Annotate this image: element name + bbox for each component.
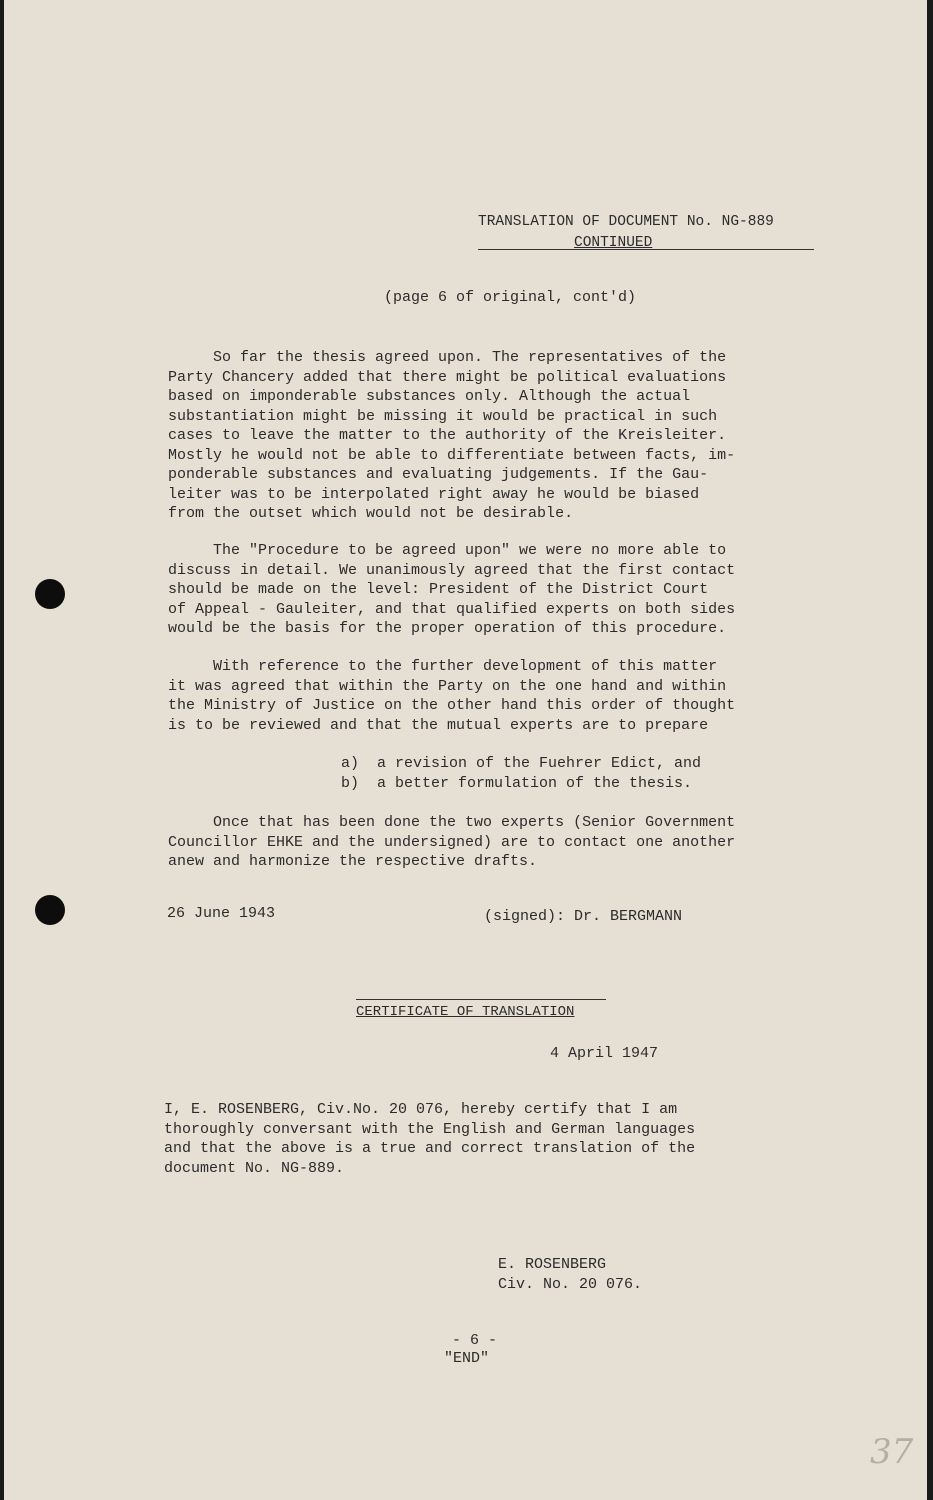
document-header-subtitle: CONTINUED xyxy=(574,235,653,251)
document-page xyxy=(4,0,927,1500)
text-line: discuss in detail. We unanimously agreed that the first contact xyxy=(168,561,736,579)
text-line: from the outset which would not be desirable. xyxy=(168,505,574,522)
text-line: based on imponderable substances only. Although the actual xyxy=(168,388,691,405)
text-line: So far the thesis agreed upon. The representatives of the xyxy=(168,349,727,366)
text-line: it was agreed that within the Party on the one hand and within xyxy=(168,677,727,695)
text-line: thoroughly conversant with the English and German languages xyxy=(164,1120,696,1138)
handwritten-page-mark: 37 xyxy=(870,1432,914,1472)
signature-date: 26 June 1943 xyxy=(167,905,276,922)
punch-hole-bottom xyxy=(35,895,65,925)
text-line: Mostly he would not be able to differentiate between facts, im- xyxy=(168,446,736,464)
text-line: With reference to the further development of this matter xyxy=(168,658,718,675)
signer-name: E. ROSENBERG xyxy=(498,1256,607,1273)
text-line: document No. NG-889. xyxy=(164,1159,345,1177)
certificate-title: CERTIFICATE OF TRANSLATION xyxy=(356,1004,575,1020)
punch-hole-top xyxy=(35,579,65,609)
page-footer xyxy=(444,1332,497,1368)
list-item: b) a better formulation of the thesis. xyxy=(341,774,693,792)
text-line: Councillor EHKE and the undersigned) are to contact one another xyxy=(168,833,736,851)
certificate-signer xyxy=(498,1255,642,1295)
text-line: Once that has been done the two experts (Senior Government xyxy=(168,814,736,831)
page-reference: (page 6 of original, cont'd) xyxy=(384,289,637,306)
text-line: would be the basis for the proper operation of this procedure. xyxy=(168,620,727,637)
text-line: substantiation might be missing it would be practical in such xyxy=(168,407,718,425)
signature-signed: (signed): Dr. BERGMANN xyxy=(484,908,683,925)
text-line: Party Chancery added that there might be political evaluations xyxy=(168,368,727,386)
document-header-title: TRANSLATION OF DOCUMENT No. NG-889 xyxy=(478,214,774,230)
signer-civ-number: Civ. No. 20 076. xyxy=(498,1276,643,1293)
text-line: leiter was to be interpolated right away he would be biased xyxy=(168,485,700,503)
text-line: and that the above is a true and correct translation of the xyxy=(164,1140,696,1157)
paragraph-4 xyxy=(168,813,808,872)
text-line: should be made on the level: President of the District Court xyxy=(168,581,709,598)
list-item: a) a revision of the Fuehrer Edict, and xyxy=(341,755,702,772)
revision-list xyxy=(341,754,701,793)
text-line: ponderable substances and evaluating judgements. If the Gau- xyxy=(168,466,709,483)
text-line: cases to leave the matter to the authority of the Kreisleiter. xyxy=(168,427,727,444)
text-line: I, E. ROSENBERG, Civ.No. 20 076, hereby certify that I am xyxy=(164,1101,678,1118)
text-line: is to be reviewed and that the mutual experts are to prepare xyxy=(168,716,709,734)
page-number: - 6 - xyxy=(452,1332,498,1349)
text-line: of Appeal - Gauleiter, and that qualified experts on both sides xyxy=(168,600,736,618)
text-line: The "Procedure to be agreed upon" we were no more able to xyxy=(168,542,727,559)
text-line: anew and harmonize the respective drafts. xyxy=(168,853,538,870)
end-mark: "END" xyxy=(444,1350,490,1367)
certificate-rule xyxy=(356,999,606,1000)
paragraph-1 xyxy=(168,348,808,524)
certificate-text xyxy=(164,1100,804,1178)
paragraph-2 xyxy=(168,541,808,639)
paragraph-3 xyxy=(168,657,808,735)
text-line: the Ministry of Justice on the other hand this order of thought xyxy=(168,697,736,714)
certificate-date: 4 April 1947 xyxy=(550,1045,659,1062)
